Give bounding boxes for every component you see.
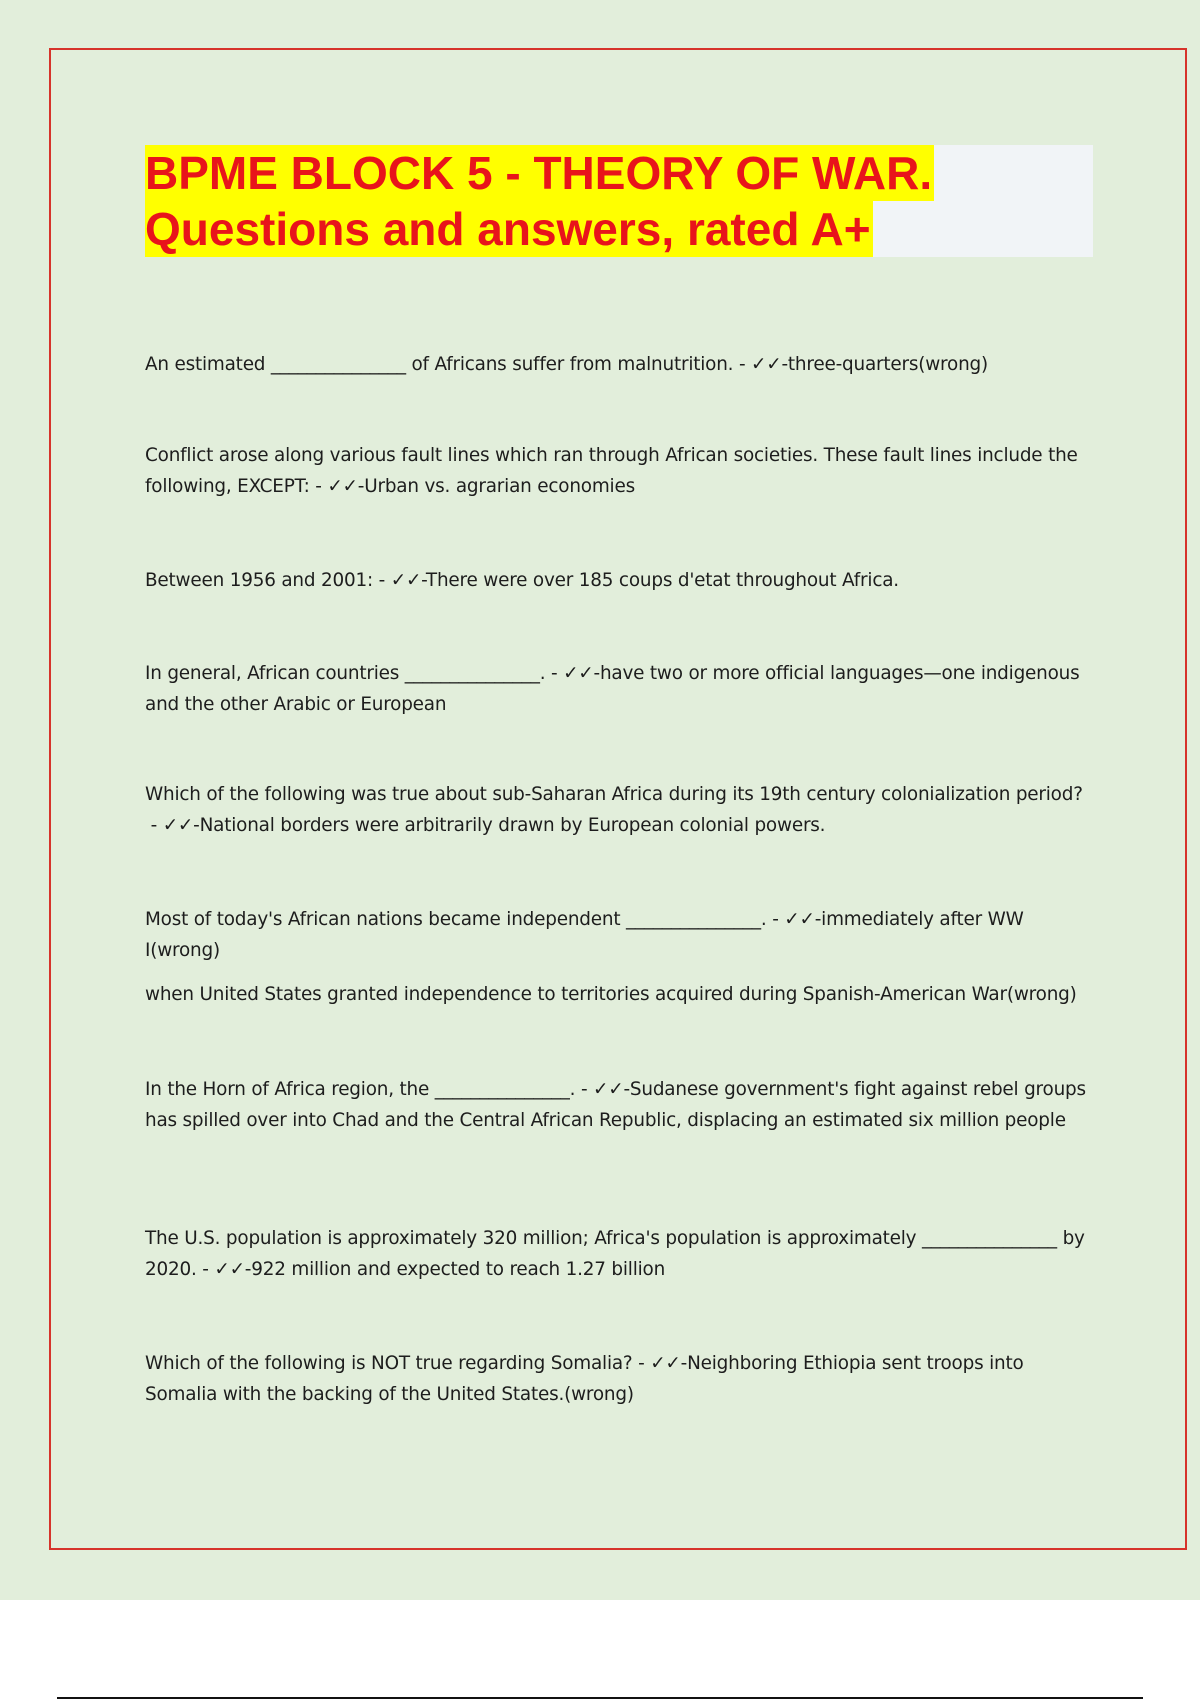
answer-text: Urban vs. agrarian economies [364, 476, 635, 497]
checkmark-separator: - ✓✓- [733, 354, 788, 375]
question-text: An estimated _______________ of Africans suffer from malnutrition. [145, 354, 734, 375]
answer-text: have two or more official languages—one indigenous and the other Arabic or European [145, 663, 1080, 715]
qa-item-2 [145, 440, 1093, 502]
answer-text: immediately after WW I(wrong) [145, 909, 1024, 961]
qa-item-7 [145, 1074, 1093, 1136]
document-title-line-1: BPME BLOCK 5 - THEORY OF WAR. [145, 147, 933, 199]
answer-text: There were over 185 coups d'etat throughout Africa. [425, 570, 899, 591]
question-text: In the Horn of Africa region, the _______________. [145, 1079, 576, 1100]
question-text: Which of the following is NOT true regarding Somalia? [145, 1353, 633, 1374]
question-text: Between 1956 and 2001: [145, 570, 374, 591]
document-title-line-2: Questions and answers, rated A+ [145, 203, 871, 255]
qa-item-5 [145, 779, 1093, 841]
answer-text: National borders were arbitrarily drawn by European colonial powers. [199, 815, 826, 836]
answer-text: Neighboring Ethiopia sent troops into Somalia with the backing of the United States.(wrong) [145, 1353, 1024, 1405]
qa-item-8 [145, 1223, 1093, 1285]
question-text: The U.S. population is approximately 320 million; Africa's population is approximately _______________ by 2020. [145, 1228, 1085, 1280]
qa-item-6-extra-answer: when United States granted independence to territories acquired during Spanish-American War(wrong) [145, 984, 1077, 1005]
answer-text: three-quarters(wrong) [787, 354, 988, 375]
checkmark-separator: - ✓✓- [632, 1353, 688, 1374]
question-text: Conflict arose along various fault lines which ran through African societies. These fault lines include the following, EXCEPT: [145, 445, 1078, 497]
qa-item-3 [145, 565, 1093, 596]
checkmark-separator: - ✓✓- [766, 909, 822, 930]
footer-divider [57, 1697, 1143, 1699]
question-text: In general, African countries _______________. [145, 663, 546, 684]
checkmark-separator: - ✓✓- [309, 476, 365, 497]
checkmark-separator: - ✓✓- [575, 1079, 630, 1100]
qa-item-9 [145, 1348, 1093, 1410]
checkmark-separator: - ✓✓- [196, 1259, 252, 1280]
answer-text: Sudanese government's fight against rebel groups has spilled over into Chad and the Central African Republic, displacing an estimated six million people [145, 1079, 1086, 1131]
checkmark-separator: - ✓✓- [373, 570, 426, 591]
checkmark-separator: - ✓✓- [545, 663, 600, 684]
checkmark-separator: - ✓✓- [145, 815, 200, 836]
qa-item-4 [145, 658, 1093, 720]
question-text: Most of today's African nations became independent _______________. [145, 909, 767, 930]
question-text: Which of the following was true about sub-Saharan Africa during its 19th century colonialization period? [145, 784, 1083, 805]
qa-item-1 [145, 349, 1093, 380]
answer-text: 922 million and expected to reach 1.27 billion [251, 1259, 666, 1280]
qa-item-6 [145, 904, 1093, 966]
